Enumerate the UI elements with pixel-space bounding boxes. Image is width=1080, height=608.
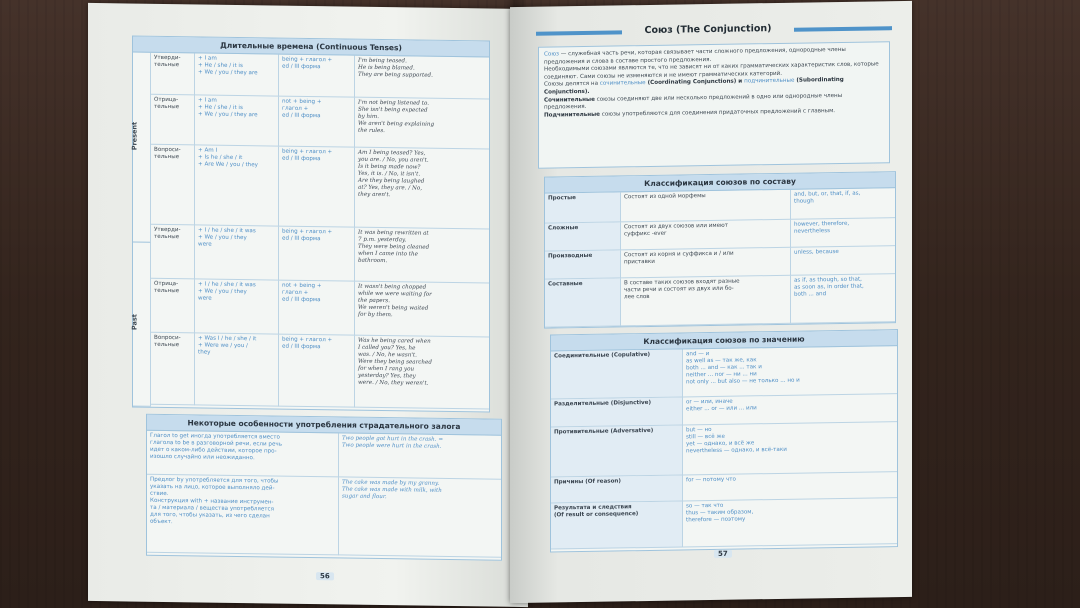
row-example-cell: It was being rewritten at 7 p.m. yesterday. They were being cleaned when I came into the bathroom. — [355, 228, 489, 284]
composition-name-cell: Составные — [545, 278, 621, 327]
intro-text-segment: Подчинительные — [544, 111, 600, 119]
group-present-label: Present — [130, 121, 139, 151]
meaning-example-cell: for — потому что — [683, 472, 897, 501]
row-subject-cell: + I am + He / she / it is + We / you / they are — [195, 53, 279, 96]
row-type-cell: Утверди- тельные — [151, 53, 195, 96]
meaning-name-cell: Разделительные (Disjunctive) — [551, 397, 683, 427]
group-past-cell — [130, 243, 151, 407]
note-example-cell: Two people got hurt in the crash. = Two people were hurt in the crash. — [339, 433, 501, 479]
header-accent-bar-right — [794, 26, 892, 32]
page-number-left: 56 — [316, 572, 334, 580]
meaning-example-cell: so — так что thus — таким образом, therefore — поэтому — [683, 498, 897, 547]
intro-text-segment: союзы употребляются для соединения придаточных предложений с главным. — [599, 107, 836, 118]
composition-example-cell: however, therefore, nevertheless — [791, 218, 895, 248]
row-subject-cell: + Am I + Is he / she / it + Are We / you / they — [195, 145, 279, 226]
composition-example-cell: and, but, or, that, if, as, though — [791, 188, 895, 220]
intro-text-segment: — служебная часть речи, которая связывает части сложного предложения, однородные члены предложения и слова в составе простого предложения. Необходимыми союзами являются те, что не зависят ни от каких грамматических характеристик слов, которые соединяют. Сами союзы не изменяются и не имеют грамматических категорий. Союзы делятся на — [544, 46, 879, 88]
row-formula-cell: not + being + глагол + ed / III форма — [279, 97, 355, 148]
note-example-cell: The cake was made by my granny. The cake was made with milk, with sugar and flour. — [339, 477, 501, 557]
intro-text-segment: союзы соединяют две или несколько предложений в одно или однородные члены предложения. — [544, 92, 843, 111]
row-type-cell: Отрица- тельные — [151, 95, 195, 146]
intro-text-segment: подчинительные — [744, 78, 795, 85]
passive-notes-table — [146, 414, 502, 561]
meaning-example-cell: and — и as well as — так же, как both ... and — как ... так и neither ... nor — ни ... ни not only ... but also — не только ... но и — [683, 346, 897, 397]
row-formula-cell: being + глагол + ed / III форма — [279, 335, 355, 408]
row-formula-cell: not + being + глагол + ed / III форма — [279, 281, 355, 336]
page-number-right: 57 — [714, 550, 732, 558]
composition-example-cell: as if, as though, so that, as soon as, in order that, both ... and — [791, 274, 895, 324]
meaning-name-cell: Соединительные (Copulative) — [551, 349, 683, 399]
table2-title: Классификация союзов по значению — [551, 330, 897, 351]
group-past-label: Past — [130, 314, 139, 331]
group-present-cell — [130, 53, 151, 243]
composition-table — [544, 171, 896, 329]
composition-name-cell: Производные — [545, 250, 621, 279]
row-example-cell: I'm not being listened to. She isn't being expected by him. We aren't being explaining the rules. — [355, 98, 489, 150]
meaning-table — [550, 329, 898, 552]
row-formula-cell: being + глагол + ed / III форма — [279, 147, 355, 228]
row-example-cell: Am I being teased? Yes, you are. / No, you aren't. Is it being made now? Yes, it is. / No, it isn't. Are they being laughed at? Yes, they are. / No, they aren't. — [355, 148, 489, 230]
row-formula-cell: being + глагол + ed / III форма — [279, 55, 355, 98]
meaning-name-cell: Результата и следствия (Of result or consequence) — [551, 501, 683, 549]
composition-desc-cell: Состоят из одной морфемы — [621, 190, 791, 223]
right-page-header — [536, 21, 892, 41]
right-page — [510, 1, 912, 603]
page-title: Союз (The Conjunction) — [644, 23, 772, 37]
header-accent-bar-left — [536, 30, 622, 35]
row-type-cell: Отрица- тельные — [151, 279, 195, 334]
intro-text-segment: сочинительные — [599, 80, 646, 88]
row-example-cell: I'm being teased. He is being blamed. They are being supported. — [355, 56, 489, 100]
intro-text-segment: Сочинительные — [544, 96, 595, 104]
row-example-cell: It wasn't being chopped while we were waiting for the papers. We weren't being waited for by them. — [355, 282, 489, 338]
row-formula-cell: being + глагол + ed / III форма — [279, 227, 355, 282]
row-type-cell: Вопроси- тельные — [151, 333, 195, 406]
meaning-name-cell: Противительные (Adversative) — [551, 425, 683, 477]
composition-desc-cell: Состоят из корня и суффикса и / или приставки — [621, 248, 791, 279]
meaning-example-cell: but — но still — всё же yet — однако, и всё же nevertheless — однако, и всё-таки — [683, 422, 897, 475]
intro-text-segment: (Coordinating Conjunctions) и — [645, 78, 745, 87]
row-subject-cell: + I / he / she / it was + We / you / they were — [195, 225, 279, 280]
row-type-cell: Утверди- тельные — [151, 225, 195, 280]
note-rule-cell: Глагол to get иногда употребляется вместо глагола to be в разговорной речи, если речь идет о каком-либо действии, которое про- изошло случайно или неожиданно. — [147, 431, 339, 478]
left-page — [88, 3, 528, 607]
composition-desc-cell: Состоят из двух союзов или имеют суффикс -ever — [621, 220, 791, 251]
conjunction-intro-box — [538, 41, 890, 169]
composition-example-cell: unless, because — [791, 246, 895, 276]
composition-name-cell: Простые — [545, 192, 621, 223]
notes-title: Некоторые особенности употребления страдательного залога — [147, 415, 501, 436]
intro-text-segment: Союз — [544, 51, 560, 58]
row-type-cell: Вопроси- тельные — [151, 145, 195, 226]
meaning-name-cell: Причины (Of reason) — [551, 475, 683, 503]
intro-text-segment: (Subordinating Conjunctions). — [544, 77, 844, 96]
table-title: Длительные времена (Continuous Tenses) — [133, 37, 489, 58]
composition-name-cell: Сложные — [545, 222, 621, 251]
continuous-tenses-table — [132, 36, 490, 413]
row-subject-cell: + Was I / he / she / it + Were we / you / they — [195, 333, 279, 406]
composition-desc-cell: В составе таких союзов входят разные части речи и состоят из двух или бо- лее слов — [621, 276, 791, 327]
row-example-cell: Was he being cared when I called you? Yes, he was. / No, he wasn't. Were they being searched for when I rang you yesterday? Yes, they were. / No, they weren't. — [355, 336, 489, 410]
table1-title: Классификация союзов по составу — [545, 172, 895, 193]
row-subject-cell: + I am + He / she / it is + We / you / they are — [195, 95, 279, 146]
meaning-example-cell: or — или, иначе either ... or — или ... или — [683, 394, 897, 425]
row-subject-cell: + I / he / she / it was + We / you / they were — [195, 279, 279, 334]
note-rule-cell: Предлог by употребляется для того, чтобы указать на лицо, которое выполняло дей- ствие. Конструкция with + название инструмен- та / материала / вещества употребляется для того, чтобы указать, из чего сделан объект. — [147, 475, 339, 556]
